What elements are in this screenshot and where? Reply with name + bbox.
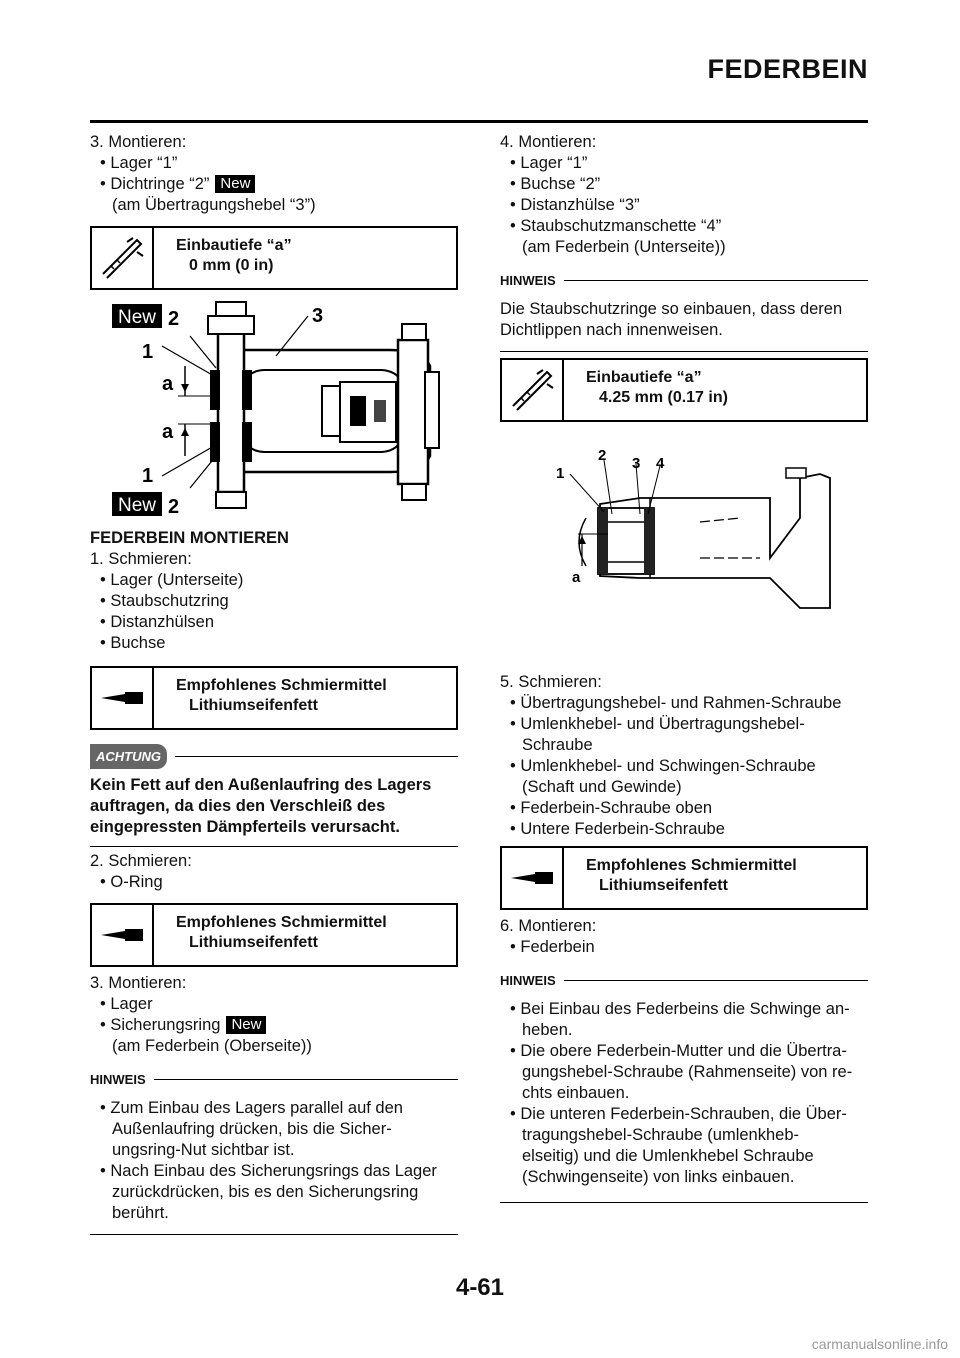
lubricant-value: Lithiumseifenfett xyxy=(189,934,318,951)
svg-text:New: New xyxy=(117,307,157,328)
note-header xyxy=(90,1069,458,1090)
warning-label: ACHTUNG xyxy=(90,744,167,769)
svg-text:a: a xyxy=(162,373,174,395)
list-item: • Nach Einbau des Sicherungsrings das Lager zurückdrücken, bis es den Sicherungsring berührt. xyxy=(100,1162,437,1222)
list-item: • Untere Federbein-Schraube xyxy=(510,820,725,838)
lubricant-box xyxy=(500,846,868,910)
caliper-icon xyxy=(502,360,564,420)
list-item: • Lager “1” xyxy=(510,154,588,172)
step-title: 1. Schmieren: xyxy=(90,550,192,568)
svg-text:1: 1 xyxy=(142,465,154,487)
svg-text:1: 1 xyxy=(556,465,565,482)
new-badge: New xyxy=(215,175,255,193)
step-title: 2. Schmieren: xyxy=(90,852,192,870)
warning-text: Kein Fett auf den Außenlaufring des Lagers auftragen, da dies den Verschleiß des eingepressten Dämpferteils verursacht. xyxy=(90,776,432,836)
list-item: • Lager “1” xyxy=(100,154,178,172)
note-label: HINWEIS xyxy=(500,973,556,988)
list-item: • Buchse xyxy=(100,634,166,652)
svg-text:New: New xyxy=(117,495,157,516)
lubricant-box xyxy=(90,666,458,730)
list-item: • Umlenkhebel- und Schwingen-Schraube (Schaft und Gewinde) xyxy=(510,757,816,796)
dust-seal-diagram xyxy=(500,438,868,638)
list-item: • Buchse “2” xyxy=(510,175,601,193)
svg-text:2: 2 xyxy=(168,496,180,518)
list-item: • O-Ring xyxy=(100,873,163,891)
svg-text:3: 3 xyxy=(632,455,641,472)
right-column xyxy=(500,132,868,1203)
lubricant-label: Empfohlenes Schmiermittel xyxy=(586,857,797,874)
spec-value: 0 mm (0 in) xyxy=(189,257,274,274)
list-item: • Dichtringe “2” New xyxy=(90,174,458,195)
lubricant-label: Empfohlenes Schmiermittel xyxy=(176,914,387,931)
list-note: (am Übertragungshebel “3”) xyxy=(112,196,316,214)
list-item: • Die unteren Federbein-Schrauben, die Über- tragungshebel-Schraube (umlenkheb- elseitig) und die Umlenkhebel Schraube (Schwingenseite) von links einbauen. xyxy=(510,1105,847,1186)
svg-text:2: 2 xyxy=(598,447,607,464)
list-item: • Lager (Unterseite) xyxy=(100,571,244,589)
bearing-diagram xyxy=(90,296,458,522)
new-badge: New xyxy=(226,1016,266,1034)
svg-text:a: a xyxy=(162,421,174,443)
spec-label: Einbautiefe “a” xyxy=(586,369,702,386)
list-note: (am Federbein (Unterseite)) xyxy=(522,238,726,256)
list-item: • Sicherungsring New xyxy=(90,1015,458,1036)
page-title: FEDERBEIN xyxy=(707,54,868,84)
section-heading: FEDERBEIN MONTIEREN xyxy=(90,529,289,547)
list-item: • Staubschutzring xyxy=(100,592,229,610)
divider xyxy=(90,1234,458,1235)
svg-text:4: 4 xyxy=(656,455,665,472)
note-label: HINWEIS xyxy=(500,273,556,288)
lubricant-value: Lithiumseifenfett xyxy=(599,877,728,894)
step-title: 6. Montieren: xyxy=(500,917,597,935)
page-number: 4-61 xyxy=(455,1274,505,1301)
grease-gun-icon xyxy=(92,668,154,728)
note-label: HINWEIS xyxy=(90,1072,146,1087)
divider xyxy=(500,1202,868,1203)
header-rule xyxy=(90,120,868,123)
list-note: (am Federbein (Oberseite)) xyxy=(112,1037,312,1055)
grease-gun-icon xyxy=(92,905,154,965)
svg-text:3: 3 xyxy=(312,305,324,327)
svg-text:1: 1 xyxy=(142,341,154,363)
list-item: • Distanzhülsen xyxy=(100,613,215,631)
lubricant-box xyxy=(90,903,458,967)
note-header xyxy=(500,970,868,991)
spec-value: 4.25 mm (0.17 in) xyxy=(599,389,728,406)
step-title: 3. Montieren: xyxy=(90,133,187,151)
watermark: carmanualsonline.info xyxy=(811,1336,948,1352)
list-item: • Federbein xyxy=(510,938,595,956)
grease-gun-icon xyxy=(502,848,564,908)
lubricant-value: Lithiumseifenfett xyxy=(189,697,318,714)
list-item: • Die obere Federbein-Mutter und die Übertra- gungshebel-Schraube (Rahmenseite) von re- chts einbauen. xyxy=(510,1042,853,1102)
list-item: • Lager xyxy=(100,995,153,1013)
left-column xyxy=(90,132,458,1235)
list-item: • Staubschutzmanschette “4” xyxy=(510,217,722,235)
list-item: • Federbein-Schraube oben xyxy=(510,799,713,817)
svg-text:a: a xyxy=(572,569,581,586)
warning-header xyxy=(90,744,458,769)
spec-box xyxy=(500,358,868,422)
divider xyxy=(90,846,458,847)
divider xyxy=(500,351,868,352)
lubricant-label: Empfohlenes Schmiermittel xyxy=(176,677,387,694)
step-title: 3. Montieren: xyxy=(90,974,187,992)
list-item: • Distanzhülse “3” xyxy=(510,196,640,214)
list-item: • Bei Einbau des Federbeins die Schwinge an- heben. xyxy=(510,1000,850,1039)
spec-label: Einbautiefe “a” xyxy=(176,237,292,254)
svg-text:2: 2 xyxy=(168,308,180,330)
note-text: Die Staubschutzringe so einbauen, dass deren Dichtlippen nach innenweisen. xyxy=(500,300,843,339)
caliper-icon xyxy=(92,228,154,288)
list-item: • Übertragungshebel- und Rahmen-Schraube xyxy=(510,694,842,712)
step-title: 5. Schmieren: xyxy=(500,673,602,691)
spec-box xyxy=(90,226,458,290)
list-item: • Zum Einbau des Lagers parallel auf den Außenlaufring drücken, bis die Sicher- ungsring-Nut sichtbar ist. xyxy=(100,1099,403,1159)
note-header xyxy=(500,270,868,291)
step-title: 4. Montieren: xyxy=(500,133,597,151)
list-item: • Umlenkhebel- und Übertragungshebel- Schraube xyxy=(510,715,805,754)
